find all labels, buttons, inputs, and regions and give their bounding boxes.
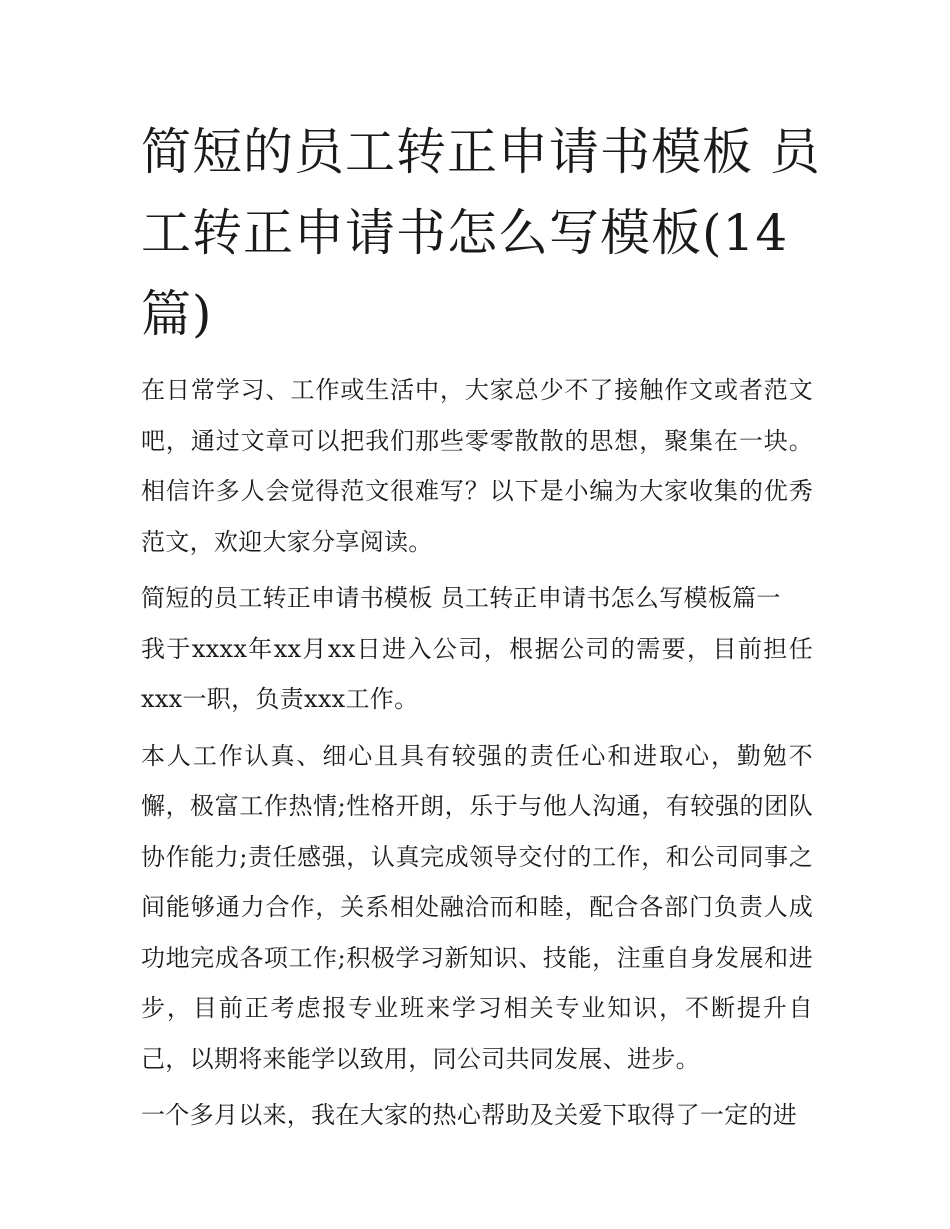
- body-paragraph-1: 我于xxxx年xx月xx日进入公司，根据公司的需要，目前担任xxx一职，负责xxx工作。: [141, 634, 813, 713]
- section-heading: 简短的员工转正申请书模板 员工转正申请书怎么写模板篇一: [141, 584, 781, 612]
- document-title: 简短的员工转正申请书模板 员工转正申请书怎么写模板(14篇): [141, 123, 821, 343]
- document-page: [141, 112, 821, 1141]
- body-paragraph-2: 本人工作认真、细心且具有较强的责任心和进取心，勤勉不懈，极富工作热情;性格开朗，乐于与他人沟通，有较强的团队协作能力;责任感强，认真完成领导交付的工作，和公司同事之间能够通力合作，关系相处融洽而和睦，配合各部门负责人成功地完成各项工作;积极学习新知识、技能，注重自身发展和进步，目前正考虑报专业班来学习相关专业知识，不断提升自己，以期将来能学以致用，同公司共同发展、进步。: [141, 741, 813, 1073]
- body-paragraph-3: 一个多月以来，我在大家的热心帮助及关爱下取得了一定的进: [141, 1101, 798, 1129]
- intro-paragraph: 在日常学习、工作或生活中，大家总少不了接触作文或者范文吧，通过文章可以把我们那些零零散散的思想，聚集在一块。相信许多人会觉得范文很难写？以下是小编为大家收集的优秀范文，欢迎大家分享阅读。: [141, 376, 813, 556]
